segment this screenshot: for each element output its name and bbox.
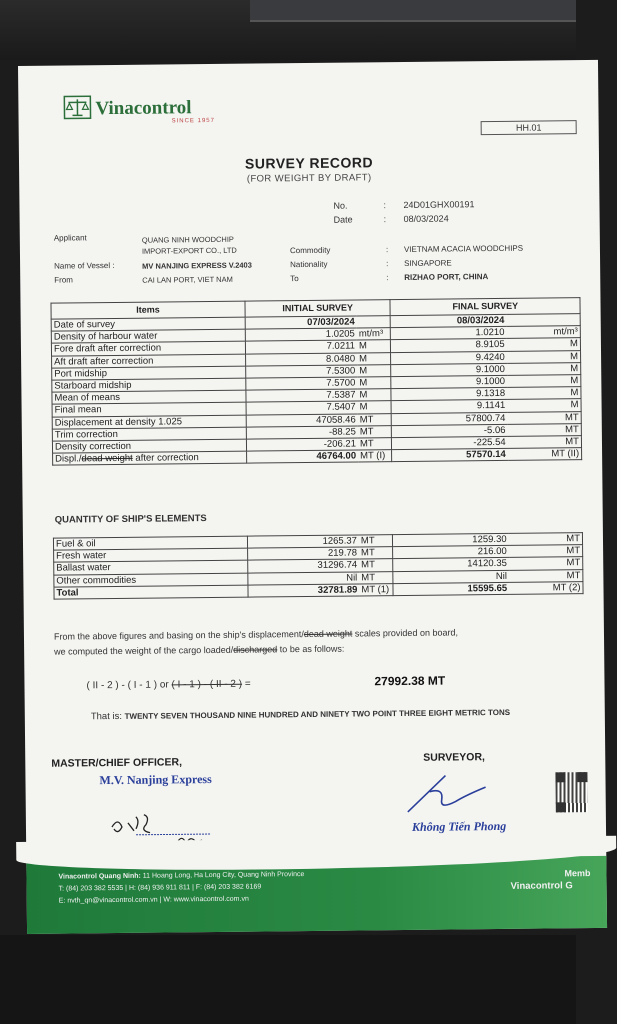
final-value: 1259.30 — [393, 533, 509, 546]
initial-value: 7.5387 — [246, 389, 358, 402]
formula-strike: ( I - 1 ) - ( II - 2 ) — [171, 678, 243, 691]
conclusion-1-strike: dead weight — [303, 628, 353, 640]
last-row-item-b: after correction — [132, 452, 199, 464]
initial-unit: mt/m³ — [357, 328, 391, 341]
initial-value: 32781.89 — [248, 584, 360, 597]
final-value: 15595.65 — [393, 582, 509, 595]
initial-unit: M — [357, 364, 391, 377]
document-title: SURVEY RECORD — [244, 154, 374, 172]
final-unit: MT (2) — [509, 581, 583, 594]
final-value: 57800.74 — [392, 412, 508, 425]
surveyor-label: SURVEYOR, — [423, 751, 485, 764]
date-label: Date — [333, 214, 353, 225]
surveyor-name: Không Tiến Phong — [411, 818, 507, 834]
conclusion-2a: we computed the weight of the cargo loaded/ — [54, 644, 234, 657]
conclusion-1b: scales provided on board, — [352, 627, 459, 639]
background-top — [0, 0, 576, 60]
col-header-final: FINAL SURVEY — [390, 298, 580, 316]
initial-unit: MT (1) — [359, 583, 393, 596]
row-item: Date of survey — [51, 317, 245, 331]
survey-document — [18, 60, 607, 934]
laptop-edge — [250, 0, 576, 22]
last-row-item-a: Displ./ — [55, 453, 82, 465]
no-colon: : — [383, 200, 387, 211]
initial-unit: MT — [358, 437, 392, 450]
row-item: Displacement at density 1.025 — [52, 415, 246, 429]
row-item: Other commodities — [54, 573, 248, 587]
from-value: CAI LAN PORT, VIET NAM — [142, 274, 233, 285]
initial-value: 31296.74 — [247, 559, 359, 572]
initial-value: -206.21 — [246, 438, 358, 451]
row-item: Density correction — [52, 439, 246, 453]
initial-value: 07/03/2024 — [245, 316, 357, 329]
initial-unit: MT — [359, 547, 393, 560]
initial-value: 7.5700 — [246, 377, 358, 390]
commodity-colon: : — [385, 245, 389, 255]
initial-value: 1265.37 — [247, 535, 359, 548]
final-unit: M — [507, 350, 581, 363]
col-header-items: Items — [51, 301, 245, 319]
final-unit: MT — [509, 569, 583, 582]
final-unit: MT — [509, 557, 583, 570]
row-item: Total — [54, 585, 248, 599]
initial-unit: M — [358, 401, 392, 414]
survey-table — [50, 297, 582, 466]
initial-unit: M — [357, 377, 391, 390]
form-code: HH.01 — [481, 120, 577, 135]
initial-value: 46764.00 — [246, 450, 358, 463]
final-value: 9.1318 — [391, 388, 507, 401]
master-label: MASTER/CHIEF OFFICER, — [51, 756, 183, 770]
formula-eq: = — [241, 678, 251, 690]
row-item — [53, 451, 247, 465]
final-unit: M — [507, 362, 581, 375]
row-item: Trim correction — [52, 427, 246, 441]
final-value: -5.06 — [392, 424, 508, 437]
final-value: 08/03/2024 — [391, 314, 507, 327]
final-unit: M — [507, 387, 581, 400]
final-value: 9.1000 — [391, 363, 507, 376]
surveyor-signature-icon — [399, 771, 509, 816]
initial-unit — [357, 316, 391, 329]
scale-logo-icon — [63, 95, 91, 119]
row-item: Fresh water — [54, 548, 248, 562]
final-value: 9.1000 — [391, 375, 507, 388]
initial-unit: M — [357, 340, 391, 353]
final-value: 9.1141 — [391, 400, 507, 413]
final-unit — [506, 314, 580, 327]
final-unit: MT — [509, 533, 583, 546]
footer-member-2: Vinacontrol G — [510, 880, 573, 892]
final-value: 9.4240 — [391, 351, 507, 364]
from-label: From — [54, 275, 73, 285]
final-value: 8.9105 — [391, 339, 507, 352]
applicant-value-1: QUANG NINH WOODCHIP — [141, 234, 234, 245]
footer-phones: T: (84) 203 382 5535 | H: (84) 936 911 811 | F: (84) 203 382 6169 — [58, 883, 262, 893]
elements-heading: QUANTITY OF SHIP'S ELEMENTS — [54, 513, 207, 526]
applicant-label: Applicant — [53, 233, 87, 243]
conclusion-2b: to be as follows: — [277, 643, 345, 655]
final-unit: MT — [507, 423, 581, 436]
nationality-value: SINGAPORE — [404, 258, 452, 268]
initial-unit: MT — [359, 571, 393, 584]
formula — [86, 679, 250, 692]
final-unit: M — [507, 338, 581, 351]
initial-value: 7.5300 — [245, 365, 357, 378]
footer-branch: Vinacontrol Quang Ninh: — [58, 872, 141, 881]
row-item: Ballast water — [54, 561, 248, 575]
initial-value: 47058.46 — [246, 413, 358, 426]
nationality-colon: : — [386, 259, 389, 269]
final-value: 14120.35 — [393, 558, 509, 571]
initial-unit: MT — [359, 535, 393, 548]
conclusion-line-1 — [54, 627, 458, 641]
date-colon: : — [383, 214, 387, 225]
ship-stamp: M.V. Nanjing Express — [99, 772, 212, 788]
words-value: TWENTY SEVEN THOUSAND NINE HUNDRED AND NINETY TWO POINT THREE EIGHT METRIC TONS — [124, 707, 511, 721]
initial-value: 8.0480 — [245, 353, 357, 366]
row-item: Aft draft after correction — [52, 354, 246, 368]
initial-unit: MT (I) — [358, 450, 392, 463]
words-label: That is: — [90, 710, 123, 723]
initial-value: Nil — [247, 572, 359, 585]
final-unit: MT (II) — [508, 448, 582, 461]
final-unit: M — [507, 375, 581, 388]
initial-value: 7.5407 — [246, 401, 358, 414]
row-item: Starboard midship — [52, 378, 246, 392]
footer-member-1: Memb — [564, 868, 591, 879]
brand-name: Vinacontrol — [95, 97, 192, 120]
row-item: Fore draft after correction — [51, 342, 245, 356]
col-header-initial: INITIAL SURVEY — [245, 300, 391, 318]
commodity-label: Commodity — [289, 245, 331, 256]
row-item: Mean of means — [52, 390, 246, 404]
final-value: 1.0210 — [391, 327, 507, 340]
final-unit: MT — [508, 435, 582, 448]
formula-a: ( II - 2 ) - ( I - 1 ) or — [86, 679, 172, 692]
row-item: Density of harbour water — [51, 329, 245, 343]
conclusion-1a: From the above figures and basing on the ship's displacement/ — [53, 629, 304, 642]
commodity-value: VIETNAM ACACIA WOODCHIPS — [403, 243, 524, 254]
final-unit: mt/m³ — [506, 326, 580, 339]
initial-value: 219.78 — [247, 547, 359, 560]
to-value: RIZHAO PORT, CHINA — [404, 272, 489, 282]
initial-value: -88.25 — [246, 426, 358, 439]
initial-value: 7.0211 — [245, 340, 357, 353]
vessel-label: Name of Vessel : — [54, 260, 115, 271]
brand-since: SINCE 1957 — [171, 117, 215, 125]
final-unit: MT — [509, 545, 583, 558]
conclusion-2-strike: discharged — [233, 644, 278, 655]
row-item: Fuel & oil — [53, 536, 247, 550]
document-subtitle: (FOR WEIGHT BY DRAFT) — [246, 172, 372, 185]
final-value: 216.00 — [393, 546, 509, 559]
final-value: -225.54 — [392, 436, 508, 449]
row-item: Port midship — [52, 366, 246, 380]
nationality-label: Nationality — [290, 259, 328, 270]
footer-contact: E: nvth_qn@vinacontrol.com.vn | W: www.vinacontrol.com.vn — [58, 895, 249, 905]
date-value: 08/03/2024 — [403, 213, 449, 224]
last-row-item-strike: dead weight — [81, 452, 133, 465]
final-value: Nil — [393, 570, 509, 583]
final-unit: MT — [507, 411, 581, 424]
to-colon: : — [386, 273, 389, 283]
initial-unit: M — [357, 389, 391, 402]
applicant-value-2: IMPORT-EXPORT CO., LTD — [141, 245, 237, 256]
final-value: 57570.14 — [392, 448, 508, 461]
vessel-value: MV NANJING EXPRESS V.2403 — [142, 260, 252, 271]
to-label: To — [290, 274, 299, 284]
final-unit: M — [507, 399, 581, 412]
no-value: 24D01GHX00191 — [403, 199, 475, 210]
no-label: No. — [333, 200, 348, 211]
cargo-result: 27992.38 MT — [374, 673, 446, 689]
initial-unit: MT — [359, 559, 393, 572]
qr-code-icon — [555, 772, 587, 812]
initial-unit: MT — [358, 425, 392, 438]
words-line — [91, 707, 510, 722]
elements-table — [53, 532, 584, 599]
conclusion-line-2 — [54, 644, 344, 657]
background-bottom — [0, 935, 576, 1024]
initial-value: 1.0205 — [245, 328, 357, 341]
footer-address-text: 11 Hoang Long, Ha Long City, Quang Ninh Province — [140, 871, 305, 880]
row-item: Final mean — [52, 402, 246, 416]
initial-unit: M — [357, 352, 391, 365]
initial-unit: MT — [358, 413, 392, 426]
